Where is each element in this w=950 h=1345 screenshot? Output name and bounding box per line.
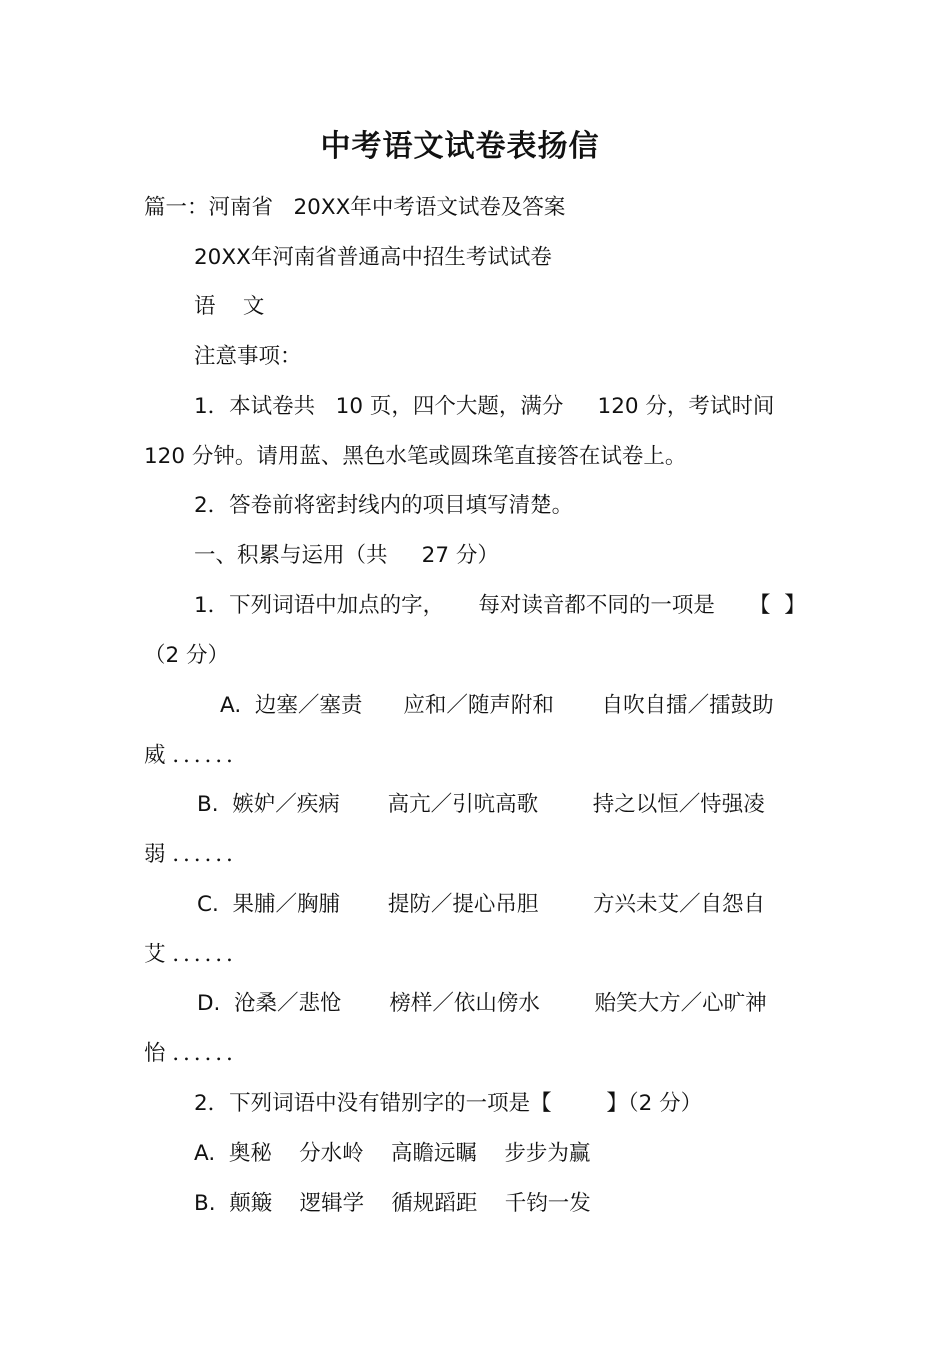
q1-option-c: C. 果脯／胸脯 提防／提心吊胆 方兴未艾／自怨自 [197, 892, 766, 917]
part-one-heading: 一、积累与运用（共 27 分） [194, 543, 499, 568]
question-1-points: （2 分） [144, 643, 230, 668]
note-1: 1．本试卷共 10 页，四个大题，满分 120 分，考试时间 [194, 394, 775, 419]
exam-title: 20XX年河南省普通高中招生考试试卷 [194, 245, 552, 270]
section-heading: 篇一：河南省 20XX年中考语文试卷及答案 [144, 195, 566, 220]
notes-heading: 注意事项： [194, 344, 302, 369]
question-2: 2．下列词语中没有错别字的一项是【 】（2 分） [194, 1091, 703, 1116]
q1-option-a-continued: 威 ．．．．．． [144, 743, 248, 768]
document-title: 中考语文试卷表扬信 [320, 129, 600, 164]
q1-option-b: B. 嫉妒／疾病 高亢／引吭高歌 持之以恒／恃强凌 [197, 792, 765, 817]
q2-option-b: B. 颠簸 逻辑学 循规蹈距 千钧一发 [194, 1191, 591, 1216]
q1-option-d: D. 沧桑／悲怆 榜样／依山傍水 贻笑大方／心旷神 [197, 991, 767, 1016]
question-1: 1．下列词语中加点的字， 每对读音都不同的一项是 【 】 [194, 593, 806, 618]
note-2: 2．答卷前将密封线内的项目填写清楚。 [194, 493, 574, 518]
q1-option-d-continued: 怡 ．．．．．． [144, 1041, 248, 1066]
q2-option-a: A. 奥秘 分水岭 高瞻远瞩 步步为赢 [194, 1141, 591, 1166]
q1-option-a: A. 边塞／塞责 应和／随声附和 自吹自擂／擂鼓助 [220, 693, 774, 718]
note-1-continued: 120 分钟。请用蓝、黑色水笔或圆珠笔直接答在试卷上。 [144, 444, 687, 469]
q1-option-b-continued: 弱 ．．．．．． [144, 842, 248, 867]
subject-label: 语 文 [194, 294, 265, 319]
q1-option-c-continued: 艾 ．．．．．． [144, 942, 248, 967]
